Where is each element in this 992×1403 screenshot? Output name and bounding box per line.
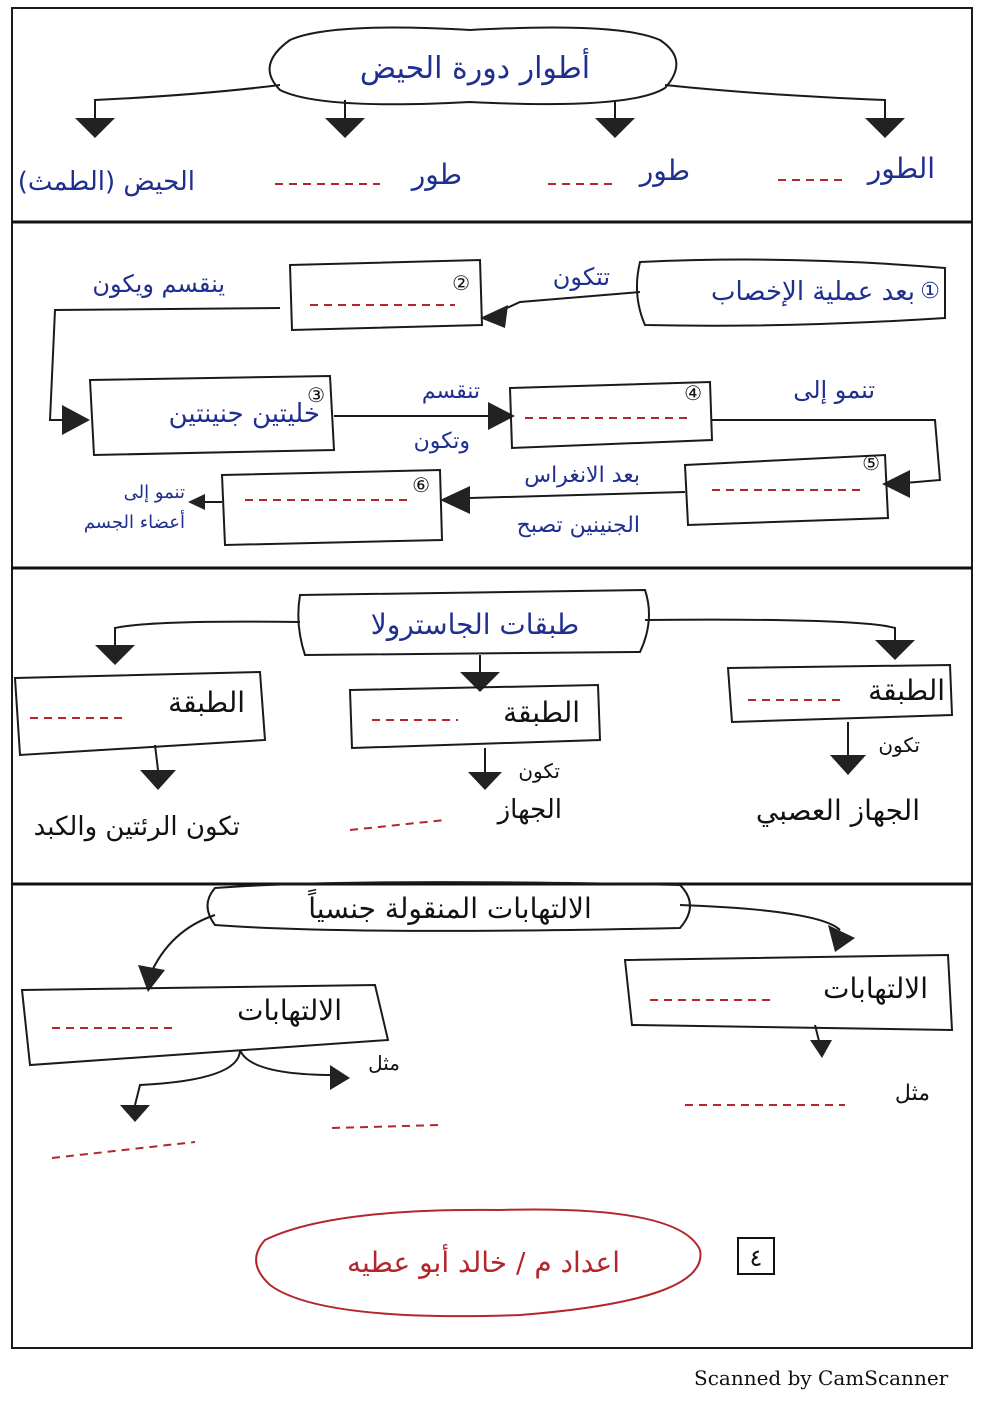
box5-number: ⑤ xyxy=(862,451,880,475)
arrow-1d xyxy=(865,118,905,138)
layer-label-left: الطبقة xyxy=(168,686,245,719)
label-6-end-bottom: أعضاء الجسم xyxy=(83,512,185,533)
right-tkwn-label: تكون xyxy=(878,733,920,757)
label-1-2: تتكون xyxy=(552,263,610,291)
arrow-line-left-down xyxy=(155,745,158,770)
section1-title: أطوار دورة الحيض xyxy=(359,51,591,86)
label-2-3: ينقسم ويكون xyxy=(92,270,225,298)
branch-3b xyxy=(645,620,895,640)
arrow-head-6-end xyxy=(188,494,205,510)
branch-left-ex-a xyxy=(135,1050,240,1105)
example-left-label: مثل xyxy=(368,1051,400,1075)
example-right-label: مثل xyxy=(894,1081,930,1106)
branch-4b xyxy=(680,905,840,930)
arrow-line-5-6 xyxy=(462,492,685,500)
arrow-left-ex-b xyxy=(330,1065,350,1090)
blank-example-left-b xyxy=(332,1125,440,1128)
box6-number: ⑥ xyxy=(412,473,430,497)
blank-example-left-a xyxy=(52,1142,195,1158)
layer-label-middle: الطبقة xyxy=(503,696,580,729)
arrow-head-right-down xyxy=(830,755,866,775)
box3-text: خليتين جنينتين xyxy=(168,399,320,429)
branch-left-ex-b xyxy=(240,1050,335,1075)
stage-label-3: طور xyxy=(411,158,462,191)
arrow-3c xyxy=(460,672,500,692)
arrow-left-ex-a xyxy=(120,1105,150,1122)
box3-number: ③ xyxy=(307,383,325,407)
label-4-5: تنمو إلى xyxy=(793,376,875,404)
branch-4a xyxy=(150,915,215,975)
arrow-1a xyxy=(75,118,115,138)
scanner-footer: Scanned by CamScanner xyxy=(694,1366,949,1390)
arrow-head-5-6 xyxy=(440,486,470,514)
layer-label-right: الطبقة xyxy=(868,674,945,707)
page-number: ٤ xyxy=(749,1244,763,1272)
blank-middle-result xyxy=(350,820,445,830)
arrow-3b xyxy=(875,640,915,660)
branch-1b xyxy=(665,85,885,118)
arrow-1b xyxy=(325,118,365,138)
label-6-end-top: تنمو إلى xyxy=(123,482,185,503)
section4-title: الالتهابات المنقولة جنسياً xyxy=(308,892,592,925)
arrow-head-2-3 xyxy=(62,405,90,435)
middle-result: الجهاز xyxy=(497,795,562,825)
arrow-head-left-down xyxy=(140,770,176,790)
stage-label-2: طور xyxy=(639,154,690,187)
stage-label-1: الطور xyxy=(867,152,935,185)
box1-text: بعد عملية الإخصاب xyxy=(711,277,915,307)
box4-number: ④ xyxy=(684,381,702,405)
arrow-3a xyxy=(95,645,135,665)
label-5-6-top: بعد الانغراس xyxy=(524,463,640,488)
right-result: الجهاز العصبي xyxy=(755,794,920,827)
arrow-line-1-2 xyxy=(485,292,640,318)
box2-number: ② xyxy=(452,271,470,295)
stage-box-4 xyxy=(510,382,712,448)
infection-box-left-label: الالتهابات xyxy=(237,994,342,1027)
arrow-head-right-example xyxy=(810,1040,832,1058)
left-result: تكون الرئتين والكبد xyxy=(33,812,240,842)
branch-3a xyxy=(115,622,300,645)
label-3-4-top: تنقسم xyxy=(421,379,480,404)
middle-tkwn-label: تكون xyxy=(518,759,560,783)
label-3-4-bottom: وتكون xyxy=(413,429,470,454)
arrow-1c xyxy=(595,118,635,138)
arrow-head-1-2 xyxy=(480,305,508,328)
infection-box-right-label: الالتهابات xyxy=(823,972,928,1005)
stage-label-4: الحيض (الطمث) xyxy=(17,167,195,197)
signature-text: اعداد م / خالد أبو عطيه xyxy=(347,1246,620,1279)
branch-1a xyxy=(95,85,280,118)
arrow-4b xyxy=(828,925,855,952)
label-5-6-bottom: الجنينين تصبح xyxy=(516,513,640,538)
box1-number: ① xyxy=(920,279,940,304)
section3-title: طبقات الجاسترولا xyxy=(370,608,580,641)
stage-box-6 xyxy=(222,470,442,545)
arrow-head-middle-down xyxy=(468,772,502,790)
